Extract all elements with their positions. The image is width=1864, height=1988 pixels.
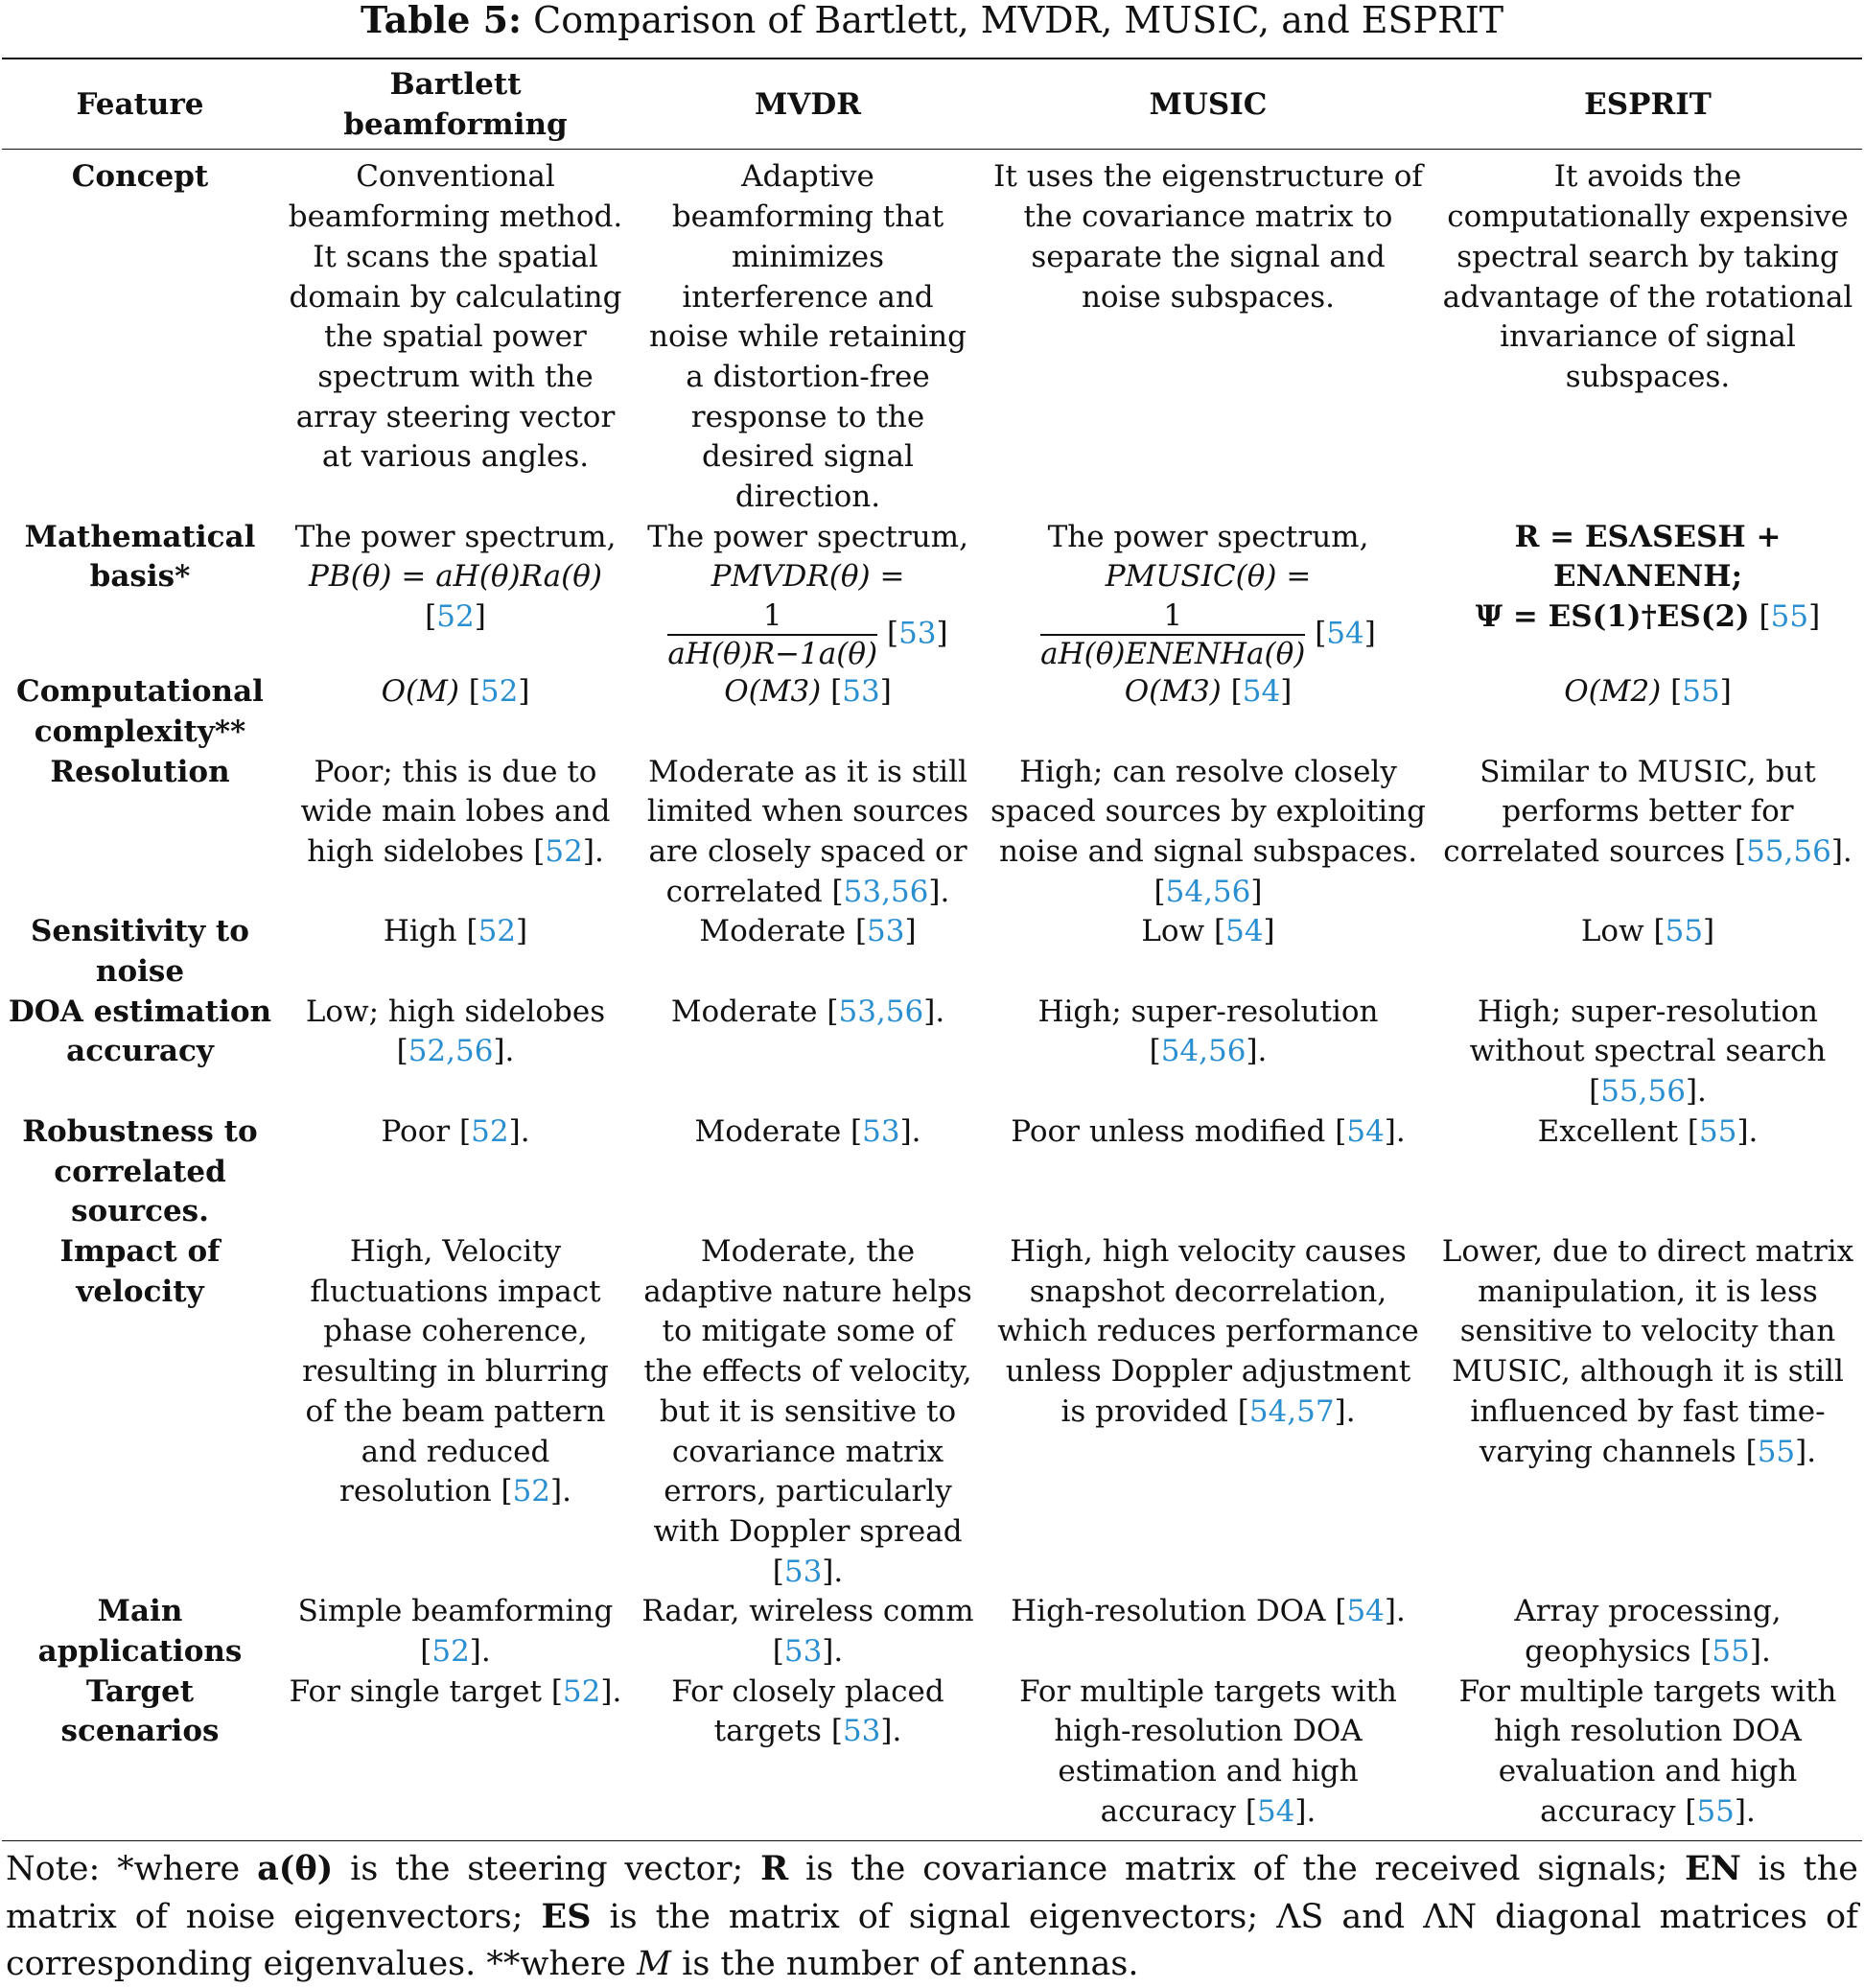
fraction: [667, 597, 877, 672]
row-feature: DOA estimation accuracy: [8, 994, 272, 1069]
cell-bartlett: Conventional beamforming method. It scans the spatial domain by calculating the spatial power spectrum with the array steering vector at various angles.: [288, 159, 623, 475]
table-caption: [0, 2, 1864, 58]
citation-link[interactable]: 52: [545, 833, 583, 869]
fraction-numerator: 1: [1040, 597, 1305, 636]
cell-text: Moderate as it is still limited when sources are closely spaced or correlated: [646, 754, 969, 909]
row-feature: Main applications: [37, 1594, 243, 1670]
cell-text: For multiple targets with high-resolution DOA estimation and high accuracy: [1019, 1673, 1397, 1829]
citation-link[interactable]: 52: [436, 599, 475, 635]
cell-text: Excellent: [1537, 1113, 1679, 1149]
cell-text: High; super-resolution: [1037, 994, 1379, 1029]
cell-text: High, high velocity causes snapshot decorrelation, which reduces performance unless Doppler adjustment is provided: [997, 1233, 1419, 1429]
cell-esprit: Excellent [55].: [1537, 1113, 1759, 1149]
row-feature: Sensitivity to noise: [31, 914, 249, 990]
cell-mvdr: Moderate as it is still limited when sources are closely spaced or correlated [53,56].: [646, 754, 969, 909]
complexity: O(M2): [1564, 674, 1662, 710]
table-row: [2, 672, 1862, 752]
row-feature: Resolution: [50, 754, 230, 789]
formula-intro: The power spectrum,: [1047, 519, 1369, 554]
fraction: [1040, 597, 1305, 672]
citation-link[interactable]: 54: [1346, 1113, 1385, 1149]
cell-esprit: Lower, due to direct matrix manipulation, it is less sensitive to velocity than MUSIC, although it is still influenced by fast time-varying channels [55].: [1441, 1233, 1854, 1469]
table-row: [2, 518, 1862, 672]
header-row: [2, 59, 1862, 150]
cell-mvdr: Moderate [53]: [699, 914, 917, 949]
note-text: is the matrix of noise eigenvectors;: [6, 1849, 1858, 1936]
cell-bartlett: High, Velocity fluctuations impact phase coherence, resulting in blurring of the beam pattern and reduced resolution [52].: [302, 1233, 609, 1509]
cell-text: High-resolution DOA: [1011, 1594, 1326, 1629]
cell-text: For multiple targets with high resolution DOA evaluation and high accuracy: [1458, 1673, 1837, 1829]
citation-link[interactable]: 52: [512, 1474, 551, 1509]
cell-mvdr: For closely placed targets [53].: [671, 1673, 944, 1749]
row-feature: Concept: [71, 159, 209, 195]
header-music: MUSIC: [1149, 86, 1268, 122]
cell-text: Low; high sidelobes: [305, 994, 606, 1029]
note-symbol: EN: [1685, 1848, 1741, 1888]
note-text: is the covariance matrix of the received signals;: [788, 1849, 1686, 1888]
cell-esprit: It avoids the computationally expensive spectral search by taking advantage of the rotational invariance of signal subspaces.: [1442, 159, 1853, 394]
comparison-table: [2, 59, 1862, 1841]
fraction-denominator: aH(θ)ENENHa(θ): [1040, 637, 1306, 672]
cell-esprit: For multiple targets with high resolution DOA evaluation and high accuracy [55].: [1458, 1673, 1837, 1829]
citation-link[interactable]: 54: [1346, 1594, 1385, 1629]
cell-music: Poor unless modified [54].: [1011, 1113, 1406, 1149]
cell-music: High; can resolve closely spaced sources by exploiting noise and signal subspaces. [54,56]: [990, 754, 1427, 909]
citation-link[interactable]: 54,56: [1160, 1034, 1247, 1069]
cell-bartlett: Low; high sidelobes [52,56].: [305, 994, 606, 1069]
cell-text: Simple beamforming: [297, 1594, 614, 1629]
citation-link[interactable]: 53,56: [838, 994, 924, 1029]
cell-mvdr: Adaptive beamforming that minimizes interference and noise while retaining a distortion-free response to the desired signal direction.: [649, 159, 967, 515]
cell-bartlett: The power spectrum, PB(θ) = aH(θ)Ra(θ) [52]: [294, 519, 617, 635]
citation-link[interactable]: 53: [842, 674, 880, 710]
citation-link[interactable]: 52,56: [408, 1034, 494, 1069]
cell-bartlett: Poor; this is due to wide main lobes and high sidelobes [52].: [300, 754, 611, 869]
table-row: [2, 753, 1862, 913]
citation-link[interactable]: 54,56: [1165, 874, 1251, 909]
citation-link[interactable]: 54: [1242, 674, 1281, 710]
citation-link[interactable]: 52: [478, 914, 517, 949]
cell-text: High; super-resolution without spectral search: [1469, 994, 1827, 1069]
table-row: [2, 1672, 1862, 1840]
cell-bartlett: O(M) [52]: [381, 674, 530, 710]
citation-link[interactable]: 53,56: [843, 874, 929, 909]
note-text: diagonal matrices of corresponding eigenvalues. **where: [6, 1897, 1858, 1983]
complexity: O(M3): [724, 674, 822, 710]
caption-text: Comparison of Bartlett, MVDR, MUSIC, and ESPRIT: [522, 0, 1504, 41]
cell-text: Similar to MUSIC, but performs better for correlated sources: [1443, 754, 1816, 869]
note-text: is the steering vector;: [333, 1849, 761, 1888]
cell-esprit: O(M2) [55]: [1564, 674, 1732, 710]
citation-link[interactable]: 55,56: [1600, 1074, 1686, 1110]
header-feature: Feature: [76, 86, 204, 122]
cell-music: High-resolution DOA [54].: [1011, 1594, 1406, 1629]
note-symbol: R: [760, 1848, 789, 1888]
row-feature: Robustness to correlated sources.: [22, 1113, 258, 1229]
cell-text: Moderate: [694, 1113, 842, 1149]
cell-mvdr: O(M3) [53]: [724, 674, 892, 710]
formula-intro: The power spectrum,: [294, 519, 617, 554]
row-feature: Mathematical basis*: [24, 519, 256, 595]
note-text: is the number of antennas.: [671, 1944, 1139, 1983]
fraction-numerator: 1: [667, 597, 877, 636]
cell-text: Poor; this is due to wide main lobes and high sidelobes: [300, 754, 611, 869]
row-feature: Impact of velocity: [59, 1233, 221, 1309]
cell-mvdr: Moderate [53].: [694, 1113, 921, 1149]
cell-bartlett: For single target [52].: [289, 1673, 622, 1709]
cell-bartlett: Poor [52].: [381, 1113, 530, 1149]
citation-link[interactable]: 53: [867, 914, 905, 949]
table-row: [2, 1232, 1862, 1592]
formula: PB(θ) = aH(θ)Ra(θ): [309, 559, 602, 595]
citation-link[interactable]: 52: [562, 1673, 601, 1709]
row-feature: Computational complexity**: [16, 674, 264, 749]
citation-link[interactable]: 54: [1256, 1793, 1295, 1829]
citation-link[interactable]: 55: [1696, 1793, 1735, 1829]
cell-mvdr: Moderate, the adaptive nature helps to mitigate some of the effects of velocity, but it is sensitive to covariance matrix errors, particularly with Doppler spread [53].: [643, 1233, 972, 1589]
header-mvdr: MVDR: [754, 86, 861, 122]
cell-text: Moderate, the adaptive nature helps to mitigate some of the effects of velocity, but it is sensitive to covariance matrix errors, particularly with Doppler spread: [643, 1233, 972, 1549]
note-symbol: ΛS: [1276, 1897, 1324, 1936]
cell-text: Low: [1141, 914, 1205, 949]
citation-link[interactable]: 55: [1665, 914, 1704, 949]
caption-label: Table 5:: [360, 0, 523, 41]
table-row: [2, 1592, 1862, 1672]
note-symbol: M: [637, 1944, 671, 1983]
cell-esprit: R = ESΛSESH + ENΛNENH; Ψ = ES(1)†ES(2) [55]: [1475, 519, 1821, 635]
note-symbol: ES: [541, 1896, 592, 1936]
citation-link[interactable]: 55: [1698, 1113, 1737, 1149]
header-esprit: ESPRIT: [1584, 86, 1712, 122]
citation-link[interactable]: 52: [479, 674, 519, 710]
note-text: and: [1323, 1897, 1424, 1936]
citation-link[interactable]: 55: [1757, 1434, 1796, 1469]
note-symbol: a(θ): [257, 1848, 334, 1888]
formula: Ψ = ES(1)†ES(2): [1475, 599, 1750, 635]
cell-music: Low [54]: [1141, 914, 1275, 949]
citation-link[interactable]: 52: [431, 1634, 470, 1670]
cell-text: Array processing, geophysics: [1514, 1594, 1782, 1670]
cell-text: Poor: [381, 1113, 451, 1149]
cell-music: The power spectrum, PMUSIC(θ) = $\frac{1}{\text{aH(θ)ENENHa(θ)}}$ [54]: [1040, 519, 1376, 672]
cell-text: Low: [1580, 914, 1644, 949]
complexity: O(M3): [1124, 674, 1222, 710]
citation-link[interactable]: 54,57: [1248, 1393, 1335, 1429]
header-bartlett: Bartlett beamforming: [343, 67, 568, 142]
citation-link[interactable]: 53: [783, 1554, 823, 1589]
note-symbol: ΛN: [1423, 1897, 1478, 1936]
citation-link[interactable]: 55: [1712, 1634, 1750, 1670]
cell-text: High: [383, 914, 457, 949]
citation-link[interactable]: 53: [898, 616, 937, 651]
citation-link[interactable]: 55,56: [1746, 833, 1831, 869]
cell-text: For closely placed targets: [671, 1673, 944, 1749]
table-row: [2, 993, 1862, 1112]
cell-text: Poor unless modified: [1011, 1113, 1326, 1149]
cell-text: For single target: [289, 1673, 542, 1709]
table-row: [2, 150, 1862, 518]
citation-link[interactable]: 55: [1682, 674, 1720, 710]
cell-text: Moderate: [670, 994, 818, 1029]
cell-mvdr: Radar, wireless comm [53].: [641, 1594, 974, 1670]
fraction-denominator: aH(θ)R−1a(θ): [667, 637, 878, 672]
citation-link[interactable]: 54: [1326, 616, 1364, 651]
table-row: [2, 1112, 1862, 1232]
citation-link[interactable]: 53: [783, 1634, 823, 1670]
cell-music: It uses the eigenstructure of the covariance matrix to separate the signal and noise subspaces.: [993, 159, 1423, 315]
cell-bartlett: Simple beamforming [52].: [297, 1594, 614, 1670]
cell-text: High; can resolve closely spaced sources by exploiting noise and signal subspaces.: [990, 754, 1427, 869]
cell-mvdr: Moderate [53,56].: [670, 994, 945, 1029]
citation-link[interactable]: 54: [1225, 914, 1264, 949]
table-note: [6, 1845, 1858, 1988]
citation-link[interactable]: 55: [1770, 599, 1809, 635]
cell-mvdr: The power spectrum, PMVDR(θ) = $\frac{1}{aH(\theta)R-1a(\theta)}$ [53]: [647, 519, 968, 672]
citation-link[interactable]: 53: [842, 1714, 881, 1749]
cell-text: Moderate: [699, 914, 847, 949]
table-row: [2, 912, 1862, 992]
cell-esprit: Similar to MUSIC, but performs better for correlated sources [55,56].: [1443, 754, 1852, 869]
formula-intro: The power spectrum,: [647, 519, 968, 554]
formula: R = ESΛSESH + ENΛNENH;: [1514, 519, 1782, 595]
citation-link[interactable]: 52: [471, 1113, 509, 1149]
complexity: O(M): [381, 674, 459, 710]
cell-text: Lower, due to direct matrix manipulation, it is less sensitive to velocity than MUSIC, although it is still influenced by fast time-varying channels: [1441, 1233, 1854, 1469]
formula: PMUSIC(θ) =: [1105, 559, 1312, 595]
cell-music: For multiple targets with high-resolution DOA estimation and high accuracy [54].: [1019, 1673, 1397, 1829]
cell-text: High, Velocity fluctuations impact phase coherence, resulting in blurring of the beam pattern and reduced resolution: [302, 1233, 609, 1509]
cell-bartlett: High [52]: [383, 914, 528, 949]
cell-text: Radar, wireless comm: [641, 1594, 974, 1629]
formula: PMVDR(θ) =: [711, 559, 905, 595]
cell-esprit: Array processing, geophysics [55].: [1514, 1594, 1782, 1670]
cell-music: O(M3) [54]: [1124, 674, 1293, 710]
cell-music: High, high velocity causes snapshot decorrelation, which reduces performance unless Doppler adjustment is provided [54,57].: [997, 1233, 1419, 1429]
cell-music: High; super-resolution [54,56].: [1037, 994, 1379, 1069]
citation-link[interactable]: 53: [862, 1113, 900, 1149]
note-text: Note: *where: [6, 1849, 258, 1888]
note-text: is the matrix of signal eigenvectors;: [591, 1897, 1277, 1936]
row-feature: Target scenarios: [60, 1673, 220, 1749]
cell-esprit: High; super-resolution without spectral search [55,56].: [1469, 994, 1827, 1110]
cell-esprit: Low [55]: [1580, 914, 1715, 949]
